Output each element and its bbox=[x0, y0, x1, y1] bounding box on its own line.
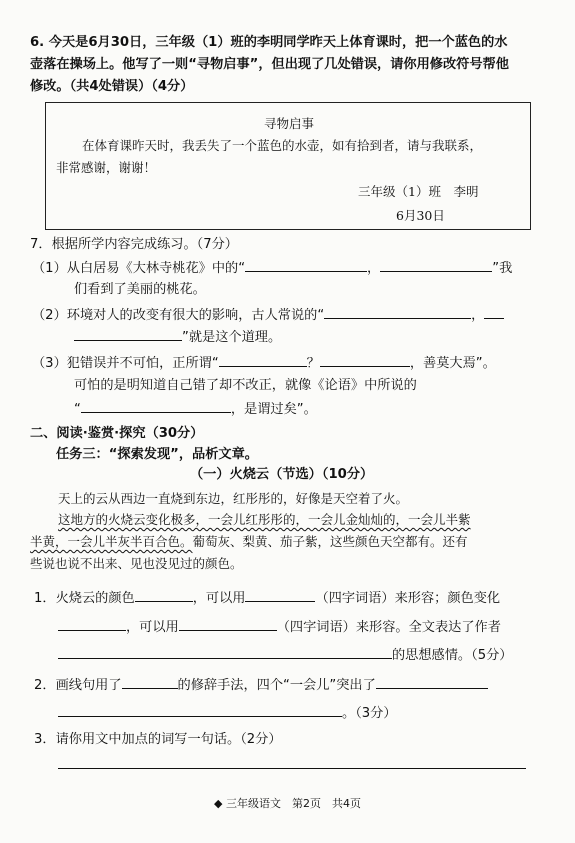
q6-line-3: 修改。（共4处错误）（4分） bbox=[30, 79, 194, 94]
q7-sub3-open: “ bbox=[74, 402, 81, 417]
answer-blank[interactable] bbox=[58, 704, 342, 717]
notice-date: 6月30日 bbox=[396, 208, 445, 223]
q6-line-1: 6. 今天是6月30日，三年级（1）班的李明同学昨天上体育课时，把一个蓝色的水 bbox=[30, 35, 508, 50]
q7-sub1-text: （1）从白居易《大林寺桃花》中的“ bbox=[32, 261, 246, 276]
passage-underlined-text: 半黄，一会儿半灰半百合色。 bbox=[30, 534, 193, 549]
answer-blank[interactable] bbox=[484, 306, 504, 319]
q7-title: 7．根据所学内容完成练习。（7分） bbox=[30, 237, 238, 252]
q7-sub2-line-b bbox=[74, 328, 281, 347]
answer-blank[interactable] bbox=[324, 306, 471, 319]
page-footer: ◆ 三年级语文 第2页 共4页 bbox=[214, 797, 361, 810]
passage-line-1: 天上的云从西边一直烧到东边，红彤彤的，好像是天空着了火。 bbox=[58, 491, 409, 506]
q7-sub2-end: ”就是这个道理。 bbox=[182, 330, 282, 345]
q7-sub3-end: ，善莫大焉”。 bbox=[409, 356, 496, 371]
q7-sub3-text: （3）犯错误并不可怕，正所谓“ bbox=[32, 356, 219, 371]
q7-sub3-q: ？ bbox=[306, 356, 320, 371]
q7-sub2-line-a bbox=[32, 306, 504, 325]
answer-blank[interactable] bbox=[245, 259, 367, 272]
answer-blank[interactable] bbox=[81, 400, 231, 413]
passage-line-3 bbox=[30, 533, 468, 551]
answer-blank[interactable] bbox=[179, 618, 277, 631]
answer-blank[interactable] bbox=[376, 676, 488, 689]
answer-blank[interactable] bbox=[380, 259, 492, 272]
notice-body-line-1: 在体育课昨天时，我丢失了一个蓝色的水壶，如有拾到者，请与我联系， bbox=[82, 138, 483, 153]
notice-body-line-2: 非常感谢，谢谢！ bbox=[56, 160, 157, 175]
passage-title: （一）火烧云（节选）（10分） bbox=[190, 467, 374, 482]
reading-q1-line-a bbox=[34, 589, 500, 608]
q1-text-a: 1．火烧云的颜色 bbox=[34, 591, 135, 606]
lost-item-notice-box bbox=[45, 102, 531, 230]
notice-title: 寻物启事 bbox=[263, 116, 314, 131]
answer-blank[interactable] bbox=[122, 676, 178, 689]
q1-text-f: 的思想感情。（5分） bbox=[392, 648, 513, 663]
answer-blank[interactable] bbox=[135, 589, 193, 602]
q7-sub3-line-b: 可怕的是明知道自己错了却不改正，就像《论语》中所说的 bbox=[74, 378, 417, 393]
answer-blank[interactable] bbox=[58, 618, 126, 631]
answer-blank[interactable] bbox=[58, 646, 392, 659]
answer-line[interactable] bbox=[58, 768, 526, 769]
answer-blank[interactable] bbox=[74, 328, 182, 341]
q1-text-c: （四字词语）来形容；颜色变化 bbox=[315, 591, 501, 606]
q1-text-b: ，可以用 bbox=[192, 591, 246, 606]
q6-line-2: 壶落在操场上。他写了一则“寻物启事”，但出现了几处错误，请你用修改符号帮他 bbox=[30, 57, 509, 72]
passage-text: 葡萄灰、梨黄、茄子紫，这些颜色天空都有。还有 bbox=[192, 534, 468, 549]
q7-sub2-text: （2）环境对人的改变有很大的影响，古人常说的“ bbox=[32, 308, 325, 323]
q7-sub3-line-c bbox=[74, 400, 317, 419]
q1-text-e: （四字词语）来形容。全文表达了作者 bbox=[276, 620, 501, 635]
q7-sub1-end: ”我 bbox=[492, 261, 513, 276]
passage-line-4: 些说也说不出来、见也没见过的颜色。 bbox=[30, 556, 243, 571]
q7-sub1-line-b: 们看到了美丽的桃花。 bbox=[74, 282, 206, 297]
notice-signature: 三年级（1）班 李明 bbox=[358, 184, 479, 199]
q7-sub2-sep: ， bbox=[471, 308, 485, 323]
answer-blank[interactable] bbox=[320, 354, 410, 367]
q2-text-a: 2．画线句用了 bbox=[34, 678, 122, 693]
q2-text-c: 。（3分） bbox=[342, 706, 397, 721]
q2-text-b: 的修辞手法，四个“一会儿”突出了 bbox=[177, 678, 376, 693]
q7-sub1-line-a bbox=[32, 259, 512, 278]
passage-line-2: 这地方的火烧云变化极多，一会儿红彤彤的，一会儿金灿灿的，一会儿半紫 bbox=[58, 512, 471, 527]
reading-q1-line-c bbox=[58, 646, 512, 665]
q7-sub3-line-a bbox=[32, 354, 496, 373]
answer-blank[interactable] bbox=[219, 354, 307, 367]
reading-q2-line-b bbox=[58, 704, 397, 723]
reading-q1-line-b bbox=[58, 618, 501, 637]
task-3-title: 任务三：“探索发现”，品析文章。 bbox=[56, 447, 258, 462]
reading-q2-line-a bbox=[34, 676, 488, 695]
answer-blank[interactable] bbox=[245, 589, 315, 602]
q7-sub3-close: ，是谓过矣”。 bbox=[230, 402, 317, 417]
q7-sub1-sep: ， bbox=[367, 261, 381, 276]
q1-text-d: ，可以用 bbox=[126, 620, 179, 635]
section-2-title: 二、阅读·鉴赏·探究（30分） bbox=[30, 426, 204, 441]
reading-q3: 3．请你用文中加点的词写一句话。（2分） bbox=[34, 732, 282, 747]
